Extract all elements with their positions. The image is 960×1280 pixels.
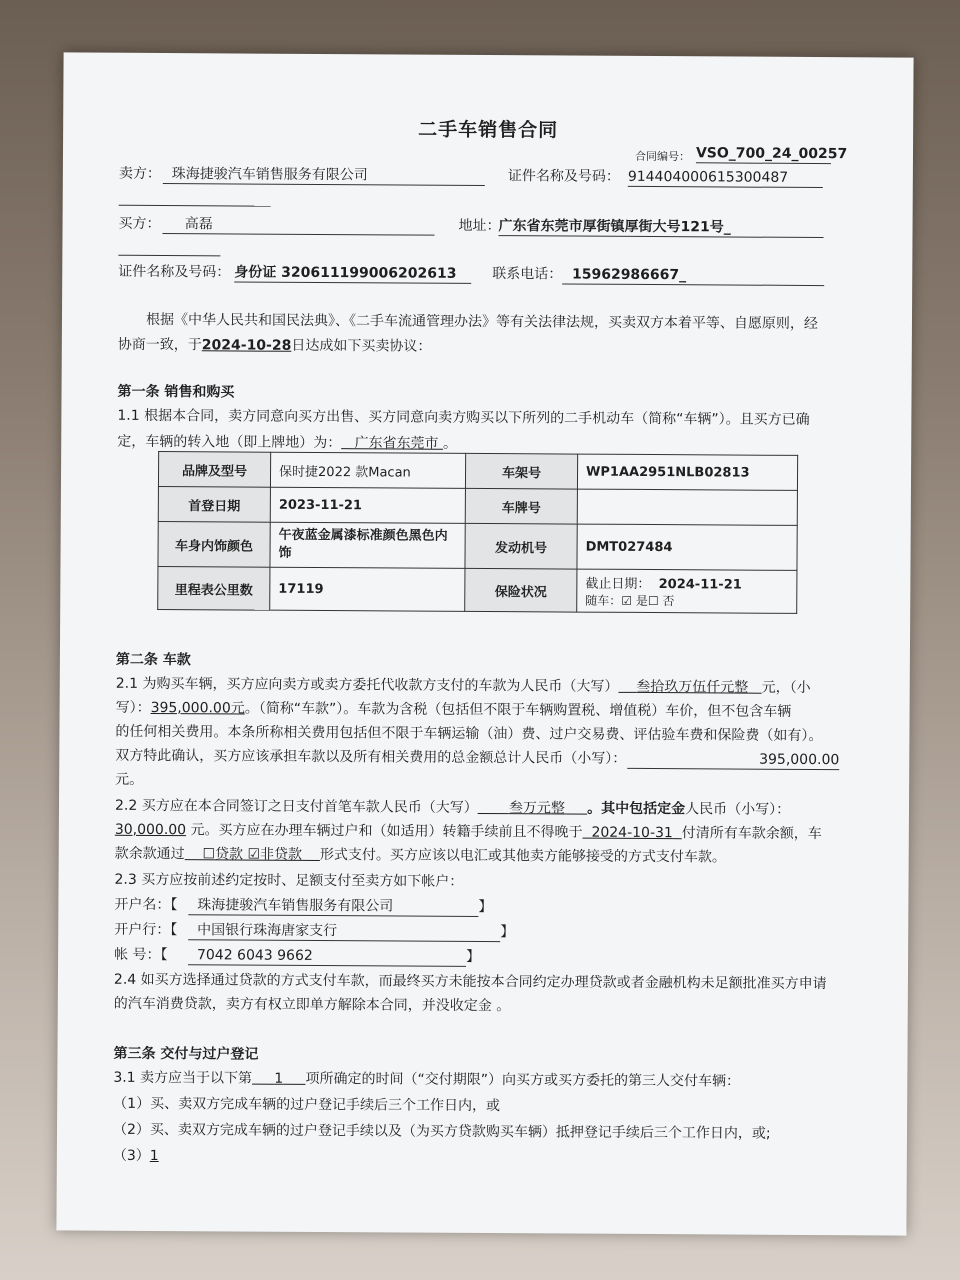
article-2-1-line3: 的任何相关费用。本条所称相关费用包括但不限于车辆运输（油）费、过户交易费、评估验车费和保险费（如有）。	[115, 723, 823, 745]
article-3-option-1: （1）买、卖双方完成车辆的过户登记手续后三个工作日内，或	[113, 1095, 501, 1115]
buyer-id-label: 证件名称及号码：	[118, 263, 231, 281]
buyer-label: 买方：	[118, 215, 161, 233]
article-1-title: 第一条 销售和购买	[117, 383, 235, 401]
article-2-1-line2: 写）：395,000.00元。（简称“车款”）。车款为含税（包括但不限于车辆购置税、增值税）车价，但不包含车辆	[115, 699, 792, 720]
article-1-1-line1: 1.1 根据本合同，卖方同意向买方出售、买方同意向卖方购买以下所列的二手机动车（简称“车辆”）。且买方已确	[117, 407, 810, 428]
plate-label: 车牌号	[465, 488, 577, 524]
color-value: 午夜蓝金属漆标准颜色黑色内饰	[270, 522, 465, 568]
intro-line-2: 协商一致，于2024-10-28日达成如下买卖协议：	[117, 336, 432, 355]
article-3-title: 第三条 交付与过户登记	[113, 1045, 259, 1063]
mileage-value: 17119	[270, 567, 465, 611]
total-amount: 395,000.00	[627, 750, 839, 770]
article-3-1: 3.1 卖方应当于以下第 1 项所确定的时间（“交付期限”）向买方或买方委托的第三人交付车辆：	[113, 1069, 741, 1090]
seller-name: 珠海捷骏汽车销售服务有限公司	[163, 165, 485, 186]
seller-label: 卖方：	[118, 165, 161, 183]
buyer-name: 高磊	[162, 215, 434, 236]
article-1-1-line2: 定，车辆的转入地（即上牌地）为： 广东省东莞市 。	[117, 433, 458, 452]
article-2-2-line3: 款余款通过 ☐贷款 ☑非贷款 形式支付。买方应该以电汇或其他卖方能够接受的方式支付车款。	[114, 845, 726, 866]
account-name: 珠海捷骏汽车销售服务有限公司	[188, 896, 478, 917]
seller-id: 914404000615300487	[628, 168, 823, 188]
article-2-3: 2.3 买方应按前述约定按时、足额支付至卖方如下帐户：	[114, 871, 464, 890]
article-2-4-line2: 的汽车消费贷款，卖方有权立即单方解除本合同，并没收定金 。	[113, 995, 511, 1015]
article-2-1-line1: 2.1 为购买车辆，买方应向卖方或卖方委托代收款方支付的车款为人民币（大写） 叁拾玖万伍仟元整 元，（小	[115, 675, 811, 696]
account-bank-bracket: 】	[500, 924, 515, 941]
seller-id-label: 证件名称及号码：	[507, 168, 620, 185]
article-2-4-line1: 2.4 如买方选择通过贷款的方式支付车款，而最终买方未能按本合同约定办理贷款或者金融机构未足额批准买方申请	[113, 971, 827, 993]
brand-label: 品牌及型号	[158, 452, 270, 488]
account-name-bracket: 】	[478, 898, 493, 916]
article-3-option-2: （2）买、卖双方完成车辆的过户登记手续以及（为买方贷款购买车辆）抵押登记手续后三个工作日内，或;	[112, 1121, 771, 1142]
article-3-option-3: （3）1	[112, 1147, 159, 1165]
article-2-2-line1: 2.2 买方应在本合同签订之日支付首笔车款人民币（大写） 叁万元整 。其中包括定金人民币（小写）：	[114, 797, 791, 818]
seller-underline-continuation	[119, 187, 271, 207]
engine-value: DMT027484	[577, 524, 797, 570]
insurance-label: 保险状况	[465, 568, 577, 612]
contract-no-label: 合同编号：	[634, 149, 691, 164]
color-label: 车身内饰颜色	[158, 522, 270, 568]
brand-value: 保时捷2022 款Macan	[270, 452, 465, 488]
vehicle-info-table	[157, 451, 798, 614]
reg-date-label: 首登日期	[158, 487, 270, 523]
vin-label: 车架号	[465, 453, 577, 489]
engine-label: 发动机号	[465, 523, 577, 569]
insurance-follow: 随车：☑ 是☐ 否	[585, 593, 675, 609]
page-title: 二手车销售合同	[418, 118, 559, 142]
contract-no: VSO_700_24_00257	[695, 145, 848, 163]
intro-line-1: 根据《中华人民共和国民法典》、《二手车流通管理办法》等有关法律法规，买卖双方本着平等、自愿原则，经	[145, 311, 819, 333]
buyer-phone: 15962986667_	[562, 265, 824, 286]
article-2-1-line4: 双方特此确认，买方应该承担车款以及所有相关费用的总金额总计人民币（小写）：	[115, 747, 627, 767]
phone-label: 联系电话：	[492, 266, 563, 283]
mileage-label: 里程表公里数	[158, 567, 270, 611]
vin-value: WP1AA2951NLB02813	[577, 454, 797, 490]
address-label: 地址：	[458, 217, 501, 235]
article-2-2-line2: 30,000.00 元。买方应在办理车辆过户和（如适用）转籍手续前且不得晚于 2024-10-31 付清所有车款余额，车	[114, 821, 822, 843]
account-bank-label: 开户行：【	[114, 921, 178, 939]
article-2-title: 第二条 车款	[115, 651, 191, 669]
insurance-value: 截止日期： 2024-11-21 随车：☑ 是☐ 否	[577, 569, 797, 613]
account-bank: 中国银行珠海唐家支行	[188, 921, 500, 942]
account-name-label: 开户名：【	[114, 896, 178, 914]
plate-value	[577, 489, 797, 525]
article-2-1-line5: 元。	[115, 771, 144, 788]
account-no-label: 帐 号：【	[114, 946, 168, 964]
contract-paper	[56, 52, 913, 1235]
account-no-bracket: 】	[466, 948, 481, 965]
buyer-underline-continuation	[118, 237, 220, 257]
reg-date-value: 2023-11-21	[270, 487, 465, 523]
account-no: 7042 6043 9662	[188, 946, 466, 967]
buyer-address: 广东省东莞市厚街镇厚街大号121号_	[498, 217, 823, 238]
buyer-id: 身份证 320611199006202613	[234, 263, 471, 283]
